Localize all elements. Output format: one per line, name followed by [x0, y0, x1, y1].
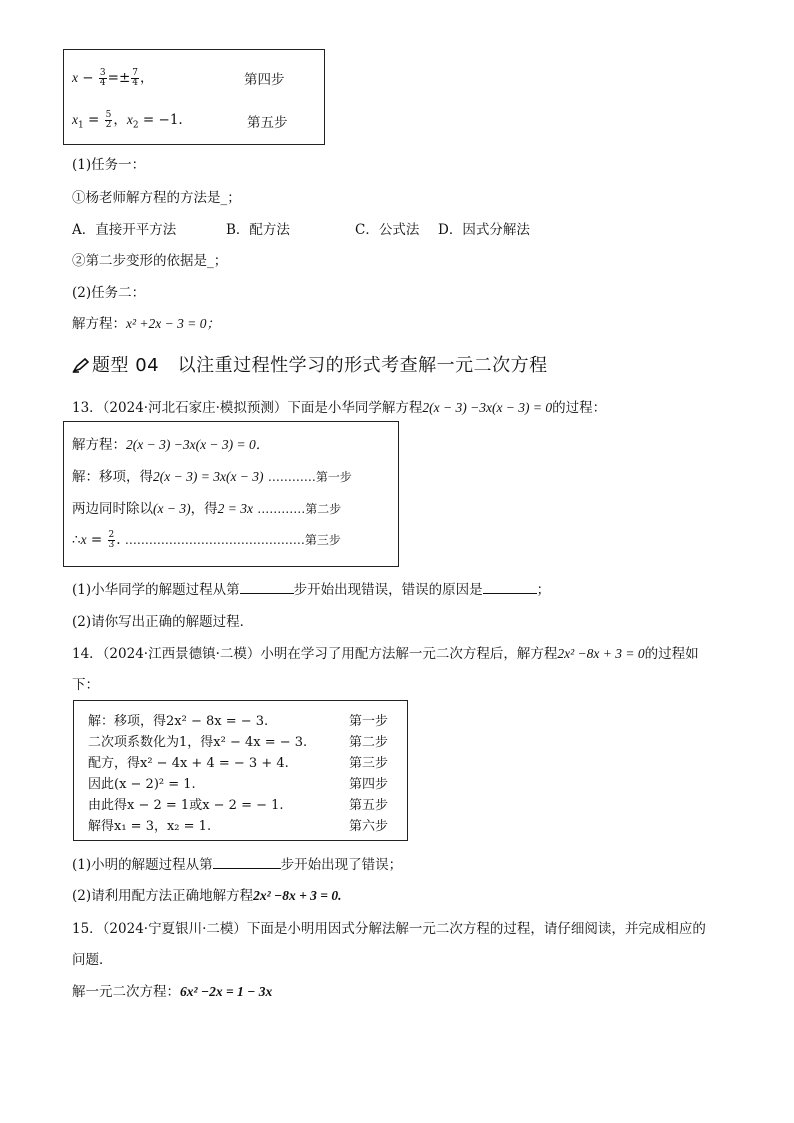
q14-box-line: 配方，得x² − 4x + 4 = − 3 + 4. — [88, 756, 289, 771]
q14-box-step: 第四步 — [349, 777, 389, 792]
q14-box-line: 由此得x − 2 = 1或x − 2 = − 1. — [88, 798, 284, 813]
q14-box-line: 解得x₁ = 3，x₂ = 1. — [88, 819, 212, 834]
q14-box-step: 第五步 — [349, 798, 389, 813]
answer-blank[interactable] — [240, 593, 294, 594]
q14-box-line: 二次项系数化为1，得x² − 4x = − 3. — [88, 735, 308, 750]
option-a: A．直接开平方法 — [72, 222, 177, 238]
q13-box-line4: ∴x = $\frac{2}{3}$ . ………………………………………第三步 — [72, 530, 341, 550]
answer-blank[interactable] — [483, 593, 537, 594]
q14-intro: 14．（2024·江西景德镇·二模）小明在学习了用配方法解一元二次方程后，解方程2x² −8x + 3 = 0的过程如 — [72, 646, 699, 662]
task1-question2: ②第二步变形的依据是_； — [72, 253, 228, 269]
task2-header: (2)任务二： — [72, 285, 146, 301]
q14-sub2: (2)请利用配方法正确地解方程2x² −8x + 3 = 0. — [72, 888, 342, 904]
q14-box-step: 第六步 — [349, 819, 389, 834]
box1-line1: x − $\frac{3}{4}$ =± $\frac{7}{4}$ ， — [72, 68, 154, 88]
option-b: B．配方法 — [226, 222, 290, 238]
q13-box-line1: 解方程：2(x − 3) −3x(x − 3) = 0． — [72, 437, 270, 453]
q15-equation-line: 解一元二次方程：6x² −2x = 1 − 3x — [72, 984, 273, 1000]
task2-equation-line: 解方程：x² +2x − 3 = 0； — [72, 316, 220, 332]
box1-step5: 第五步 — [247, 115, 288, 131]
q14-sub1: (1)小明的解题过程从第 步开始出现了错误； — [72, 857, 403, 873]
q13-sub1: (1)小华同学的解题过程从第 步开始出现错误，错误的原因是 ； — [72, 582, 551, 598]
q13-box-line3: 两边同时除以(x − 3)，得2 = 3x …………第二步 — [72, 501, 342, 517]
task1-question1: ①杨老师解方程的方法是_； — [72, 190, 241, 206]
box1-step4: 第四步 — [244, 72, 285, 88]
option-d: D．因式分解法 — [438, 222, 530, 238]
answer-blank[interactable] — [213, 868, 281, 869]
option-c: C．公式法 — [355, 222, 420, 238]
box1-line2: $x_1$ = $\frac{5}{2}$ ，$x_2 = -1$. — [72, 110, 183, 131]
q15-intro: 15．（2024·宁夏银川·二模）下面是小明用因式分解法解一元二次方程的过程，请仔细阅读，并完成相应的 — [72, 921, 706, 937]
task1-header: (1)任务一： — [72, 157, 146, 173]
q14-box-step: 第一步 — [349, 714, 389, 729]
section-heading: 题型 04 以注重过程性学习的形式考查解一元二次方程 — [72, 351, 548, 377]
q13-intro: 13．（2024·河北石家庄·模拟预测）下面是小华同学解方程2(x − 3) −3x(x − 3) = 0的过程： — [72, 400, 607, 416]
q14-box-step: 第三步 — [349, 756, 389, 771]
q15-intro-line2: 问题． — [72, 952, 113, 968]
q14-intro-line2: 下： — [72, 677, 99, 693]
q14-box-line: 因此(x − 2)² = 1. — [88, 777, 196, 792]
q13-box-line2: 解：移项，得2(x − 3) = 3x(x − 3) …………第一步 — [72, 469, 352, 485]
q14-box-step: 第二步 — [349, 735, 389, 750]
pen-icon — [72, 357, 90, 373]
q13-sub2: (2)请你写出正确的解题过程． — [72, 614, 254, 630]
q14-box-line: 解：移项，得2x² − 8x = − 3. — [88, 714, 269, 729]
